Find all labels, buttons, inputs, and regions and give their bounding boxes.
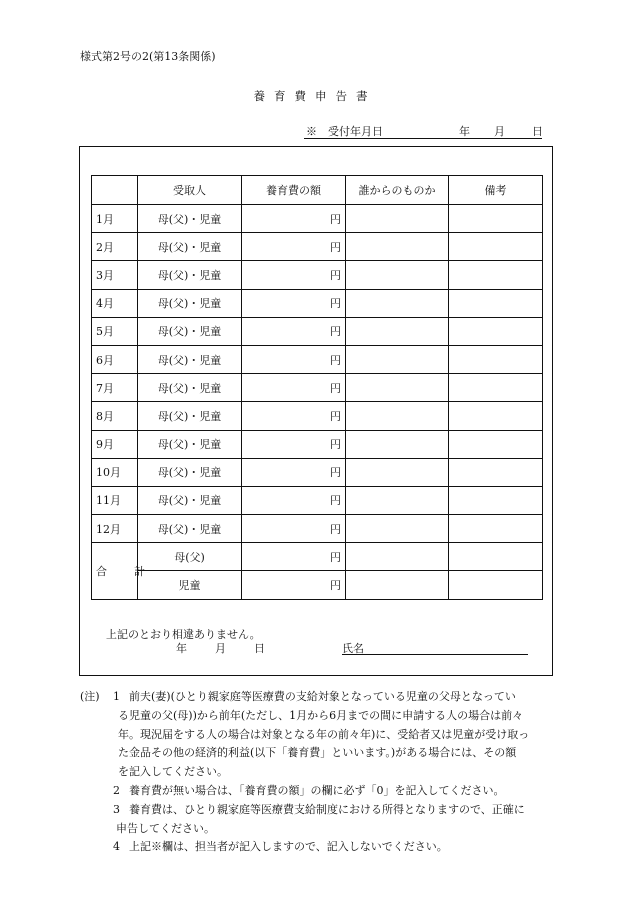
source-cell[interactable] [346,345,449,373]
amount-cell[interactable]: 円 [242,345,346,373]
recipient-cell: 母(父)・児童 [138,317,242,345]
total-recipient-cell: 母(父) [138,543,242,571]
note-number: 2 [113,784,120,797]
total-amount-cell[interactable]: 円 [242,543,346,571]
month-row [92,345,543,373]
month-label: 11月 [92,486,138,514]
source-cell[interactable] [346,205,449,233]
remarks-cell[interactable] [449,374,543,402]
remarks-cell[interactable] [449,486,543,514]
note-line: た金品その他の経済的利益(以下「養育費」といいます。)がある場合には、その額 [118,746,517,760]
note-line: 上記※欄は、担当者が記入しますので、記入しないでください。 [129,840,448,854]
month-row [92,261,543,289]
recipient-cell: 母(父)・児童 [138,289,242,317]
name-label: 氏名 [342,642,364,655]
month-label: 1月 [92,205,138,233]
recipient-cell: 母(父)・児童 [138,205,242,233]
signature-day-label: 日 [254,642,265,655]
remarks-cell[interactable] [449,261,543,289]
recipient-cell: 母(父)・児童 [138,430,242,458]
month-label: 9月 [92,430,138,458]
amount-cell[interactable]: 円 [242,205,346,233]
confirmation-statement: 上記のとおり相違ありません。 [106,628,261,641]
remarks-cell[interactable] [449,402,543,430]
month-label: 7月 [92,374,138,402]
month-label: 6月 [92,345,138,373]
month-row [92,289,543,317]
note-line: 申告してください。 [116,821,215,835]
recipient-cell: 母(父)・児童 [138,261,242,289]
source-cell[interactable] [346,374,449,402]
child-support-table [91,175,543,600]
note-line: 養育費が無い場合は、「養育費の額」の欄に必ず「0」を記入してください。 [129,784,505,797]
recipient-cell: 母(父)・児童 [138,233,242,261]
header-source: 誰からのものか [346,176,449,205]
recipient-cell: 母(父)・児童 [138,345,242,373]
amount-cell[interactable]: 円 [242,374,346,402]
note-number: 1 [113,690,120,703]
note-line: 前夫(妻)(ひとり親家庭等医療費の支給対象となっている児童の父母となってい [129,690,516,703]
remarks-cell[interactable] [449,515,543,543]
month-row [92,317,543,345]
note-line: 年。現況届をする人の場合は対象となる年の前々年)に、受給者又は児童が受け取っ [118,727,530,741]
document-title: 養育費申告書 [253,89,377,103]
remarks-cell[interactable] [449,233,543,261]
remarks-cell[interactable] [449,317,543,345]
recipient-cell: 母(父)・児童 [138,458,242,486]
amount-cell[interactable]: 円 [242,486,346,514]
month-label: 4月 [92,289,138,317]
source-cell[interactable] [346,261,449,289]
total-row [92,543,543,571]
source-cell[interactable] [346,289,449,317]
recipient-cell: 母(父)・児童 [138,486,242,514]
total-remarks-cell[interactable] [449,571,543,599]
note-line: 養育費は、ひとり親家庭等医療費支給制度における所得となりますので、正確に [129,802,525,816]
month-label: 3月 [92,261,138,289]
amount-cell[interactable]: 円 [242,515,346,543]
form-number: 様式第2号の2(第13条関係) [80,50,216,63]
amount-cell[interactable]: 円 [242,458,346,486]
total-row [92,571,543,599]
source-cell[interactable] [346,458,449,486]
amount-cell[interactable]: 円 [242,317,346,345]
remarks-cell[interactable] [449,289,543,317]
month-row [92,430,543,458]
source-cell[interactable] [346,515,449,543]
receipt-date-label: ※ 受付年月日 [306,125,383,138]
total-recipient-cell: 児童 [138,571,242,599]
remarks-cell[interactable] [449,345,543,373]
amount-cell[interactable]: 円 [242,261,346,289]
source-cell[interactable] [346,317,449,345]
note-number: 4 [113,840,120,854]
signature-date [176,640,293,656]
total-label: 合 計 [92,543,138,599]
receipt-date-field [304,123,542,139]
header-remarks: 備考 [449,176,543,205]
remarks-cell[interactable] [449,430,543,458]
header-recipient: 受取人 [138,176,242,205]
header-blank-cell [92,176,138,205]
total-remarks-cell[interactable] [449,543,543,571]
source-cell[interactable] [346,430,449,458]
month-row [92,515,543,543]
recipient-cell: 母(父)・児童 [138,374,242,402]
remarks-cell[interactable] [449,458,543,486]
month-label: 2月 [92,233,138,261]
source-cell[interactable] [346,233,449,261]
total-source-cell[interactable] [346,571,449,599]
note-number: 3 [113,802,120,816]
recipient-cell: 母(父)・児童 [138,402,242,430]
recipient-cell: 母(父)・児童 [138,515,242,543]
receipt-year-label: 年 [459,125,470,138]
amount-cell[interactable]: 円 [242,233,346,261]
month-row [92,402,543,430]
signature-year-label: 年 [176,642,187,655]
amount-cell[interactable]: 円 [242,289,346,317]
receipt-day-label: 日 [532,125,543,138]
table-header-row [92,176,543,205]
month-row [92,486,543,514]
remarks-cell[interactable] [449,205,543,233]
receipt-month-label: 月 [494,125,505,138]
notes-label: (注) [80,690,100,703]
amount-cell[interactable]: 円 [242,430,346,458]
month-row [92,374,543,402]
name-field[interactable] [342,640,528,655]
month-label: 8月 [92,402,138,430]
amount-cell[interactable]: 円 [242,402,346,430]
month-row [92,233,543,261]
header-amount: 養育費の額 [242,176,346,205]
source-cell[interactable] [346,486,449,514]
total-amount-cell[interactable]: 円 [242,571,346,599]
month-label: 12月 [92,515,138,543]
month-label: 10月 [92,458,138,486]
month-label: 5月 [92,317,138,345]
month-row [92,458,543,486]
month-row [92,205,543,233]
source-cell[interactable] [346,402,449,430]
signature-month-label: 月 [215,642,226,655]
note-line: る児童の父(母))から前年(ただし、1月から6月までの間に申請する人の場合は前々 [118,708,524,722]
total-source-cell[interactable] [346,543,449,571]
note-line: を記入してください。 [118,765,228,779]
